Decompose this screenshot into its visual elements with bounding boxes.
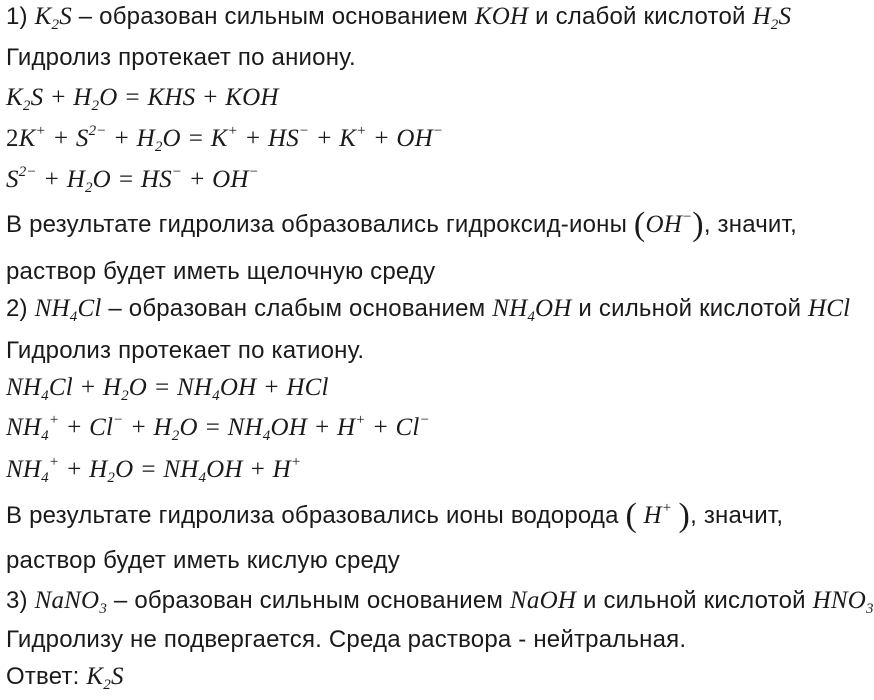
result-sentence: В результате гидролиза образовались ионы водорода ( H+ ), значит, (6, 497, 784, 534)
formula-acid: $H_2S$ (752, 3, 792, 33)
item-number: 3) (6, 587, 35, 614)
molecular-equation: $NH_4Cl + H_2O = NH_4OH$ + HCl (6, 374, 329, 404)
short-ionic-equation: $S^{2-} + H_2O = HS^- + OH^-$ (6, 164, 259, 196)
result-sentence: В результате гидролиза образовались гидроксид-ионы (OH−), значит, (6, 206, 797, 243)
item-3-header: 3) NaNO$_3$ – образован сильным основанием NaOH и сильной кислотой $HNO_3$ (6, 587, 874, 617)
answer-label: Ответ: (6, 663, 87, 690)
answer-formula: $K_2S$ (86, 663, 124, 693)
answer-line (6, 662, 124, 692)
formula-base: KOH (474, 3, 529, 30)
short-ionic-equation: $NH_4^+ + H_2O = NH_4OH + H^+$ (6, 454, 302, 486)
formula-salt: $K_2S$ (34, 3, 72, 33)
item-2-header: 2) $NH_4Cl$ – образован слабым основанием $NH_4OH$ и сильной кислотой HCl (6, 295, 851, 325)
formula-base: NaOH (510, 587, 577, 614)
hydrolysis-type: Гидролиз протекает по катиону. (6, 337, 365, 364)
hydrolysis-type: Гидролизу не подвергается. Среда раствора - нейтральная. (6, 626, 687, 653)
formula-salt: NaNO$_3$ (34, 587, 108, 617)
molecular-equation: $K_2S + H_2O$ = KHS + KOH (6, 84, 279, 114)
formula-base: $NH_4OH$ (492, 295, 572, 325)
formula-salt: $NH_4Cl$ (34, 295, 102, 325)
ion-formula: OH− (645, 209, 693, 238)
hydrolysis-type: Гидролиз протекает по аниону. (6, 44, 356, 71)
item-number: 2) (6, 295, 35, 322)
medium-conclusion: раствор будет иметь щелочную среду (6, 258, 436, 285)
ion-formula: H+ (637, 500, 673, 529)
item-1-header: 1) $K_2S$ – образован сильным основанием KOH и слабой кислотой $H_2S$ (6, 3, 792, 33)
formula-acid: HCl (808, 295, 851, 322)
medium-conclusion: раствор будет иметь кислую среду (6, 547, 400, 574)
formula-acid: $HNO_3$ (812, 587, 874, 617)
full-ionic-equation: $NH_4^+ + Cl^- + H_2O = NH_4OH + H^+ + Cl^-$ (6, 412, 430, 444)
full-ionic-equation: $2K^+ + S^{2-} + H_2O = K^+ + HS^- + K^+ + OH^-$ (6, 123, 444, 155)
item-number: 1) (6, 3, 35, 30)
